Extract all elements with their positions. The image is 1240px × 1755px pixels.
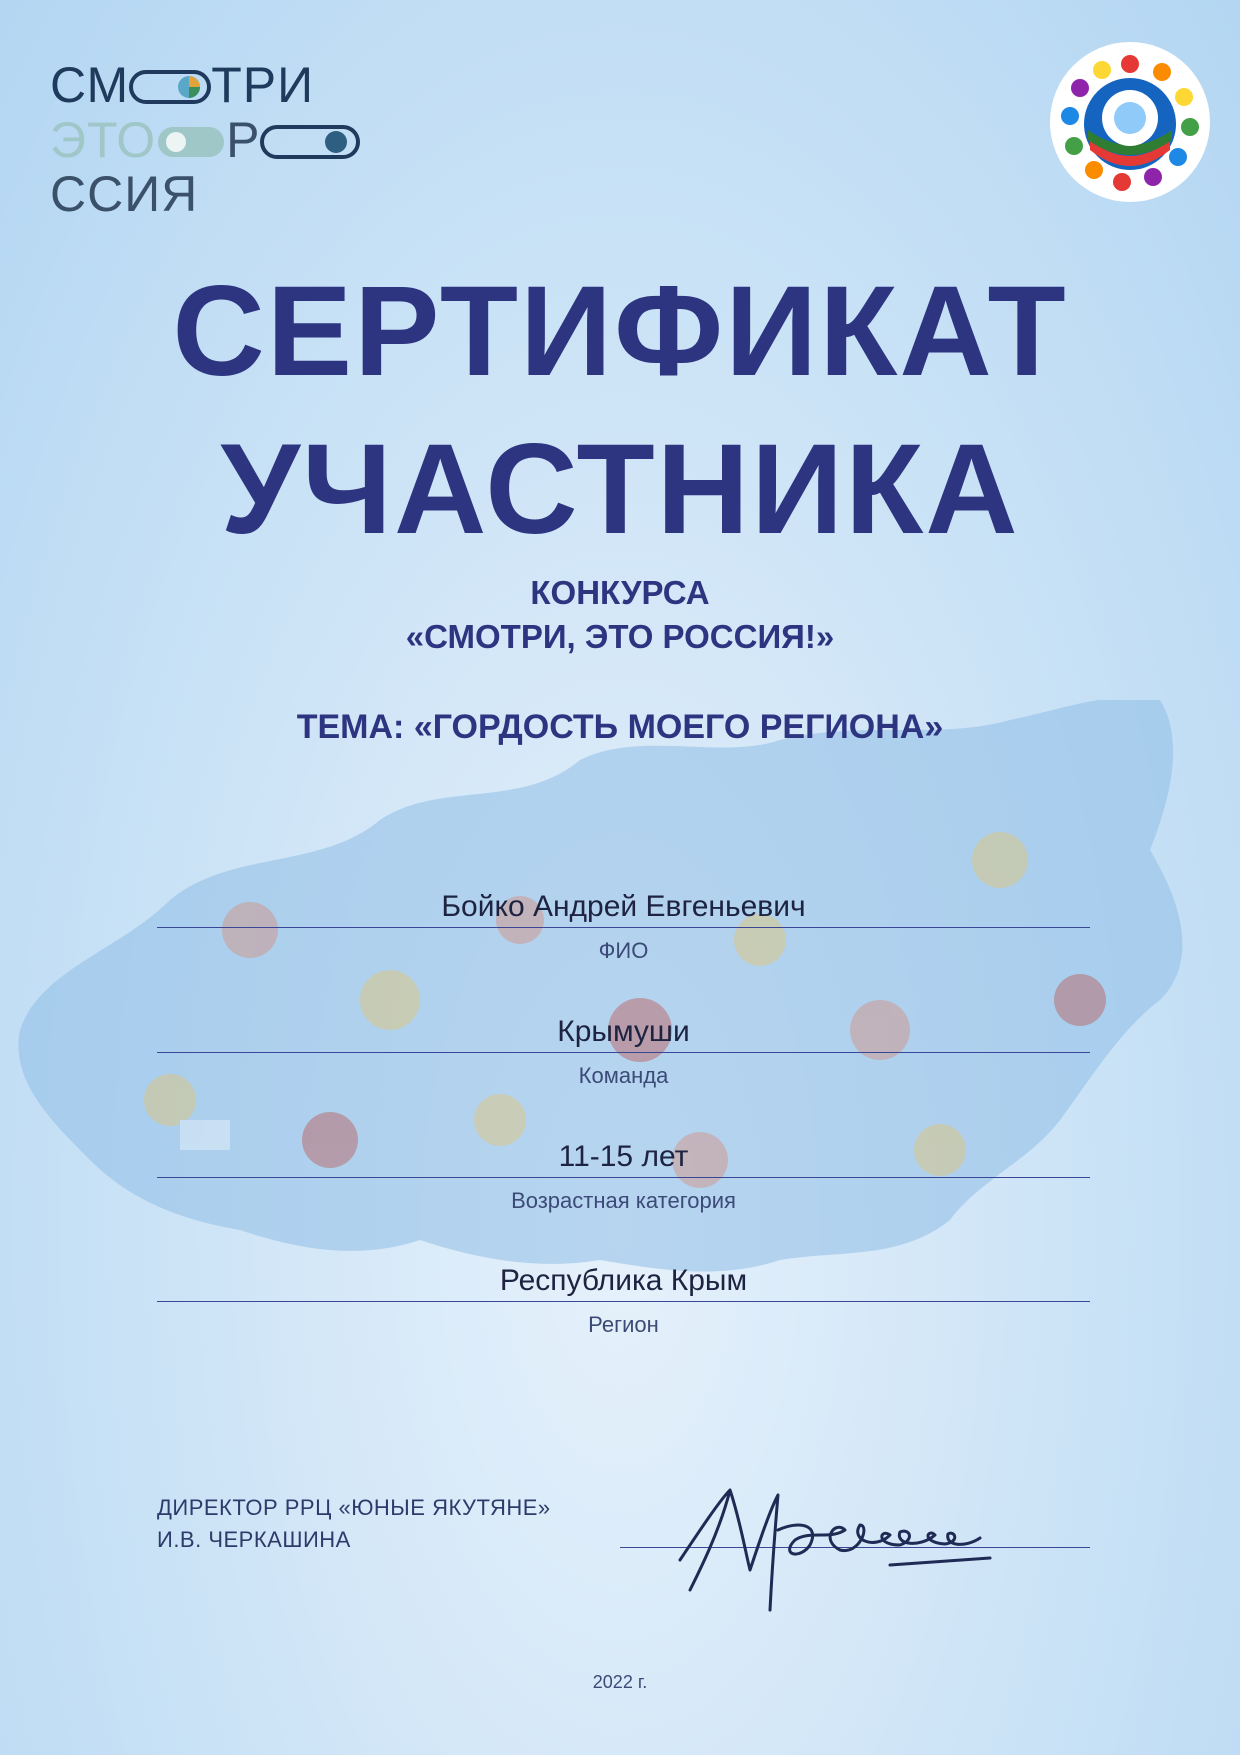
- team-label: Команда: [578, 1063, 669, 1088]
- age-category-field: [157, 1137, 1090, 1214]
- contest-name: «СМОТРИ, ЭТО РОССИЯ!»: [405, 618, 835, 655]
- logo-loop-icon: [129, 64, 211, 114]
- participant-name-value: Бойко Андрей Евгеньевич: [441, 890, 806, 923]
- logo-text: ТРИ: [211, 57, 315, 113]
- signatory-name: И.В. ЧЕРКАШИНА: [157, 1527, 351, 1552]
- organization-emblem: [1050, 42, 1210, 202]
- region-label: Регион: [588, 1312, 659, 1337]
- children-circle-icon: [1050, 42, 1210, 202]
- logo-text: СМ: [50, 57, 130, 113]
- signatory-title: ДИРЕКТОР РРЦ «ЮНЫЕ ЯКУТЯНЕ»: [157, 1495, 551, 1520]
- logo-pill-icon: [156, 119, 226, 169]
- logo-text: ЭТО: [50, 112, 157, 168]
- handwritten-signature: [660, 1470, 1040, 1620]
- region-field: [157, 1261, 1090, 1338]
- certificate-title: СЕРТИФИКАТ: [172, 260, 1068, 403]
- logo-text: Р: [226, 112, 261, 168]
- participant-name-label: ФИО: [598, 938, 649, 963]
- certificate-subtitle: УЧАСТНИКА: [220, 418, 1020, 561]
- logo-loop-icon: [260, 119, 360, 169]
- contest-label: КОНКУРСА: [530, 574, 710, 611]
- underline: [157, 1301, 1090, 1302]
- participant-name-field: [157, 887, 1090, 964]
- contest-theme: ТЕМА: «ГОРДОСТЬ МОЕГО РЕГИОНА»: [296, 708, 944, 746]
- underline: [157, 1177, 1090, 1178]
- region-value: Республика Крым: [499, 1264, 748, 1297]
- issue-year: 2022 г.: [592, 1672, 648, 1692]
- age-category-label: Возрастная категория: [511, 1188, 736, 1213]
- underline: [157, 927, 1090, 928]
- team-value: Крымуши: [557, 1015, 690, 1048]
- contest-logo: [50, 57, 470, 222]
- team-field: [157, 1012, 1090, 1089]
- underline: [157, 1052, 1090, 1053]
- signatory-block: [157, 1492, 551, 1556]
- logo-text: ССИЯ: [50, 165, 199, 222]
- age-category-value: 11-15 лет: [558, 1140, 689, 1173]
